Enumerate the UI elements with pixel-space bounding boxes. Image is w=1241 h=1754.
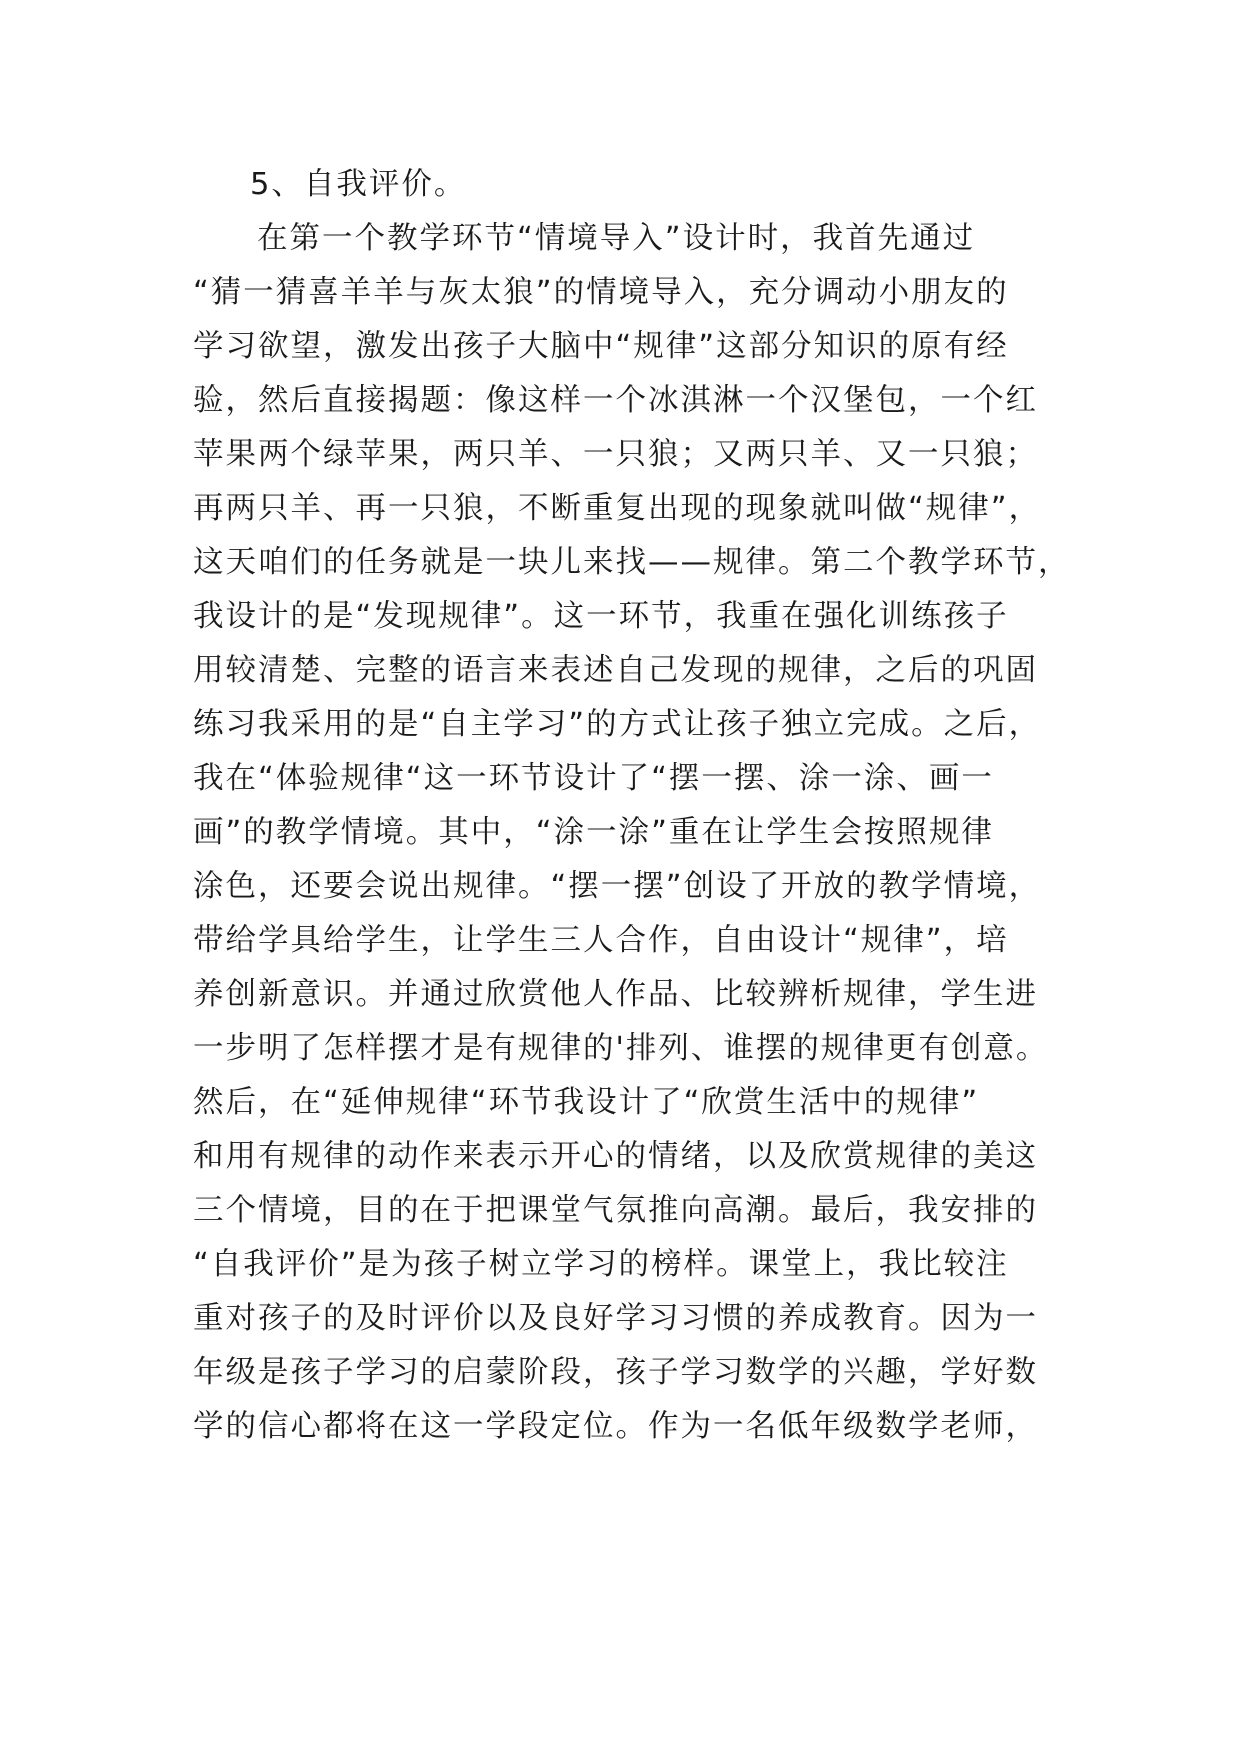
- paragraph-line: 我在“体验规律“这一环节设计了“摆一摆、涂一涂、画一: [193, 761, 994, 796]
- paragraph-line: 学的信心都将在这一学段定位。作为一名低年级数学老师，: [193, 1409, 1038, 1444]
- paragraph-line: 涂色，还要会说出规律。“摆一摆”创设了开放的教学情境，: [193, 869, 1042, 904]
- paragraph-line: 养创新意识。并通过欣赏他人作品、比较辨析规律，学生进: [193, 977, 1038, 1012]
- paragraph-line: 练习我采用的是“自主学习”的方式让孩子独立完成。之后，: [193, 707, 1042, 742]
- paragraph-line: 然后，在“延伸规律“环节我设计了“欣赏生活中的规律”: [193, 1085, 980, 1120]
- paragraph-line: 年级是孩子学习的启蒙阶段，孩子学习数学的兴趣，学好数: [193, 1355, 1038, 1390]
- paragraph-line: 三个情境，目的在于把课堂气氛推向高潮。最后，我安排的: [193, 1193, 1038, 1228]
- paragraph-line: 和用有规律的动作来表示开心的情绪，以及欣赏规律的美这: [193, 1139, 1038, 1174]
- paragraph-line: 再两只羊、再一只狼，不断重复出现的现象就叫做“规律”，: [193, 491, 1042, 526]
- paragraph-line: “猜一猜喜羊羊与灰太狼”的情境导入，充分调动小朋友的: [193, 275, 1009, 310]
- paragraph-line: 我设计的是“发现规律”。这一环节，我重在强化训练孩子: [193, 599, 1009, 634]
- paragraph-line: 学习欲望，激发出孩子大脑中“规律”这部分知识的原有经: [193, 329, 1009, 364]
- paragraph-line: 在第一个教学环节“情境导入”设计时，我首先通过: [257, 221, 976, 256]
- paragraph-line: 画”的教学情境。其中，“涂一涂”重在让学生会按照规律: [193, 815, 994, 850]
- paragraph-line: “自我评价”是为孩子树立学习的榜样。课堂上，我比较注: [193, 1247, 1009, 1282]
- paragraph-line: 重对孩子的及时评价以及良好学习习惯的养成教育。因为一: [193, 1301, 1038, 1336]
- paragraph-line: 验，然后直接揭题：像这样一个冰淇淋一个汉堡包，一个红: [193, 383, 1038, 418]
- paragraph-line: 这天咱们的任务就是一块儿来找——规律。第二个教学环节，: [193, 545, 1071, 580]
- paragraph-line: 用较清楚、完整的语言来表述自己发现的规律，之后的巩固: [193, 653, 1038, 688]
- paragraph-line: 苹果两个绿苹果，两只羊、一只狼；又两只羊、又一只狼；: [193, 437, 1038, 472]
- section-heading: 5、自我评价。: [250, 167, 467, 202]
- paragraph-line: 带给学具给学生，让学生三人合作，自由设计“规律”，培: [193, 923, 1009, 958]
- paragraph-line: 一步明了怎样摆才是有规律的'排列、谁摆的规律更有创意。: [193, 1031, 1049, 1066]
